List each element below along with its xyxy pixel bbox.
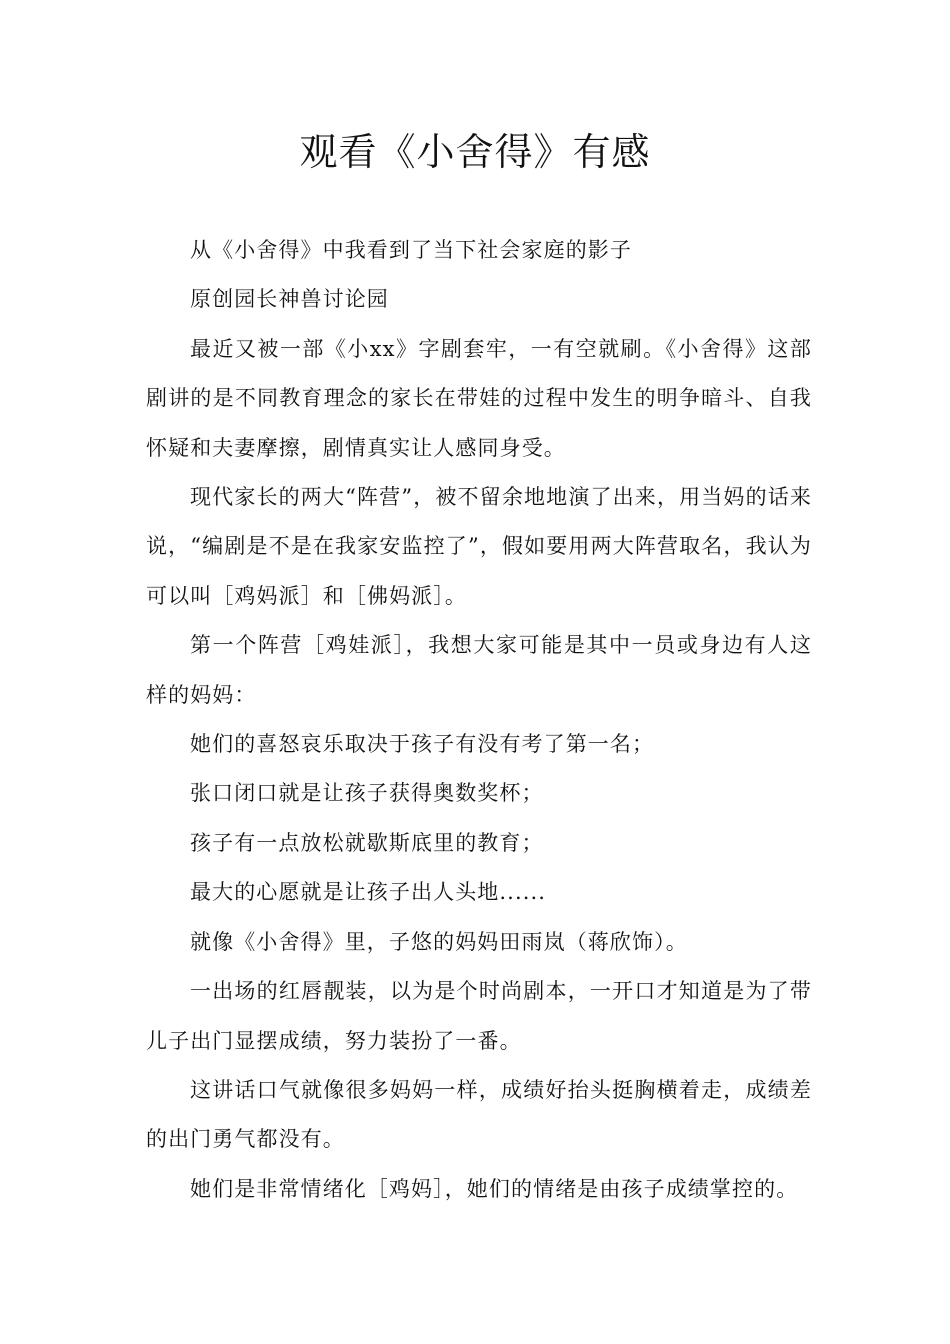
document-body xyxy=(146,226,812,1214)
paragraph-3: 最近又被一部《小xx》字剧套牢，一有空就刷。《小舍得》这部剧讲的是不同教育理念的家长在带娃的过程中发生的明争暗斗、自我怀疑和夫妻摩擦，剧情真实让人感同身受。 xyxy=(146,336,812,460)
paragraph-9: 最大的心愿就是让孩子出人头地...... xyxy=(190,880,547,905)
paragraph-11: 一出场的红唇靓装，以为是个时尚剧本，一开口才知道是为了带儿子出门显摆成绩，努力装扮了一番。 xyxy=(146,979,812,1053)
paragraph-10: 就像《小舍得》里，子悠的妈妈田雨岚（蒋欣饰）。 xyxy=(190,929,688,954)
document-title: 观看《小舍得》有感 xyxy=(299,130,651,174)
paragraph-12: 这讲话口气就像很多妈妈一样，成绩好抬头挺胸横着走，成绩差的出门勇气都没有。 xyxy=(146,1077,812,1152)
paragraph-7: 张口闭口就是让孩子获得奥数奖杯； xyxy=(190,781,544,806)
paragraph-5: 第一个阵营［鸡娃派］，我想大家可能是其中一员或身边有人这样的妈妈： xyxy=(146,633,812,707)
paragraph-13: 她们是非常情绪化［鸡妈］，她们的情绪是由孩子成绩掌控的。 xyxy=(190,1176,799,1201)
paragraph-2: 原创园长神兽讨论园 xyxy=(190,287,389,312)
paragraph-6: 她们的喜怒哀乐取决于孩子有没有考了第一名； xyxy=(190,732,655,757)
paragraph-4: 现代家长的两大“阵营”，被不留余地地演了出来，用当妈的话来说，“编剧是不是在我家安监控了”，假如要用两大阵营取名，我认为可以叫［鸡妈派］和［佛妈派］。 xyxy=(146,485,812,608)
paragraph-8: 孩子有一点放松就歇斯底里的教育； xyxy=(190,830,544,855)
paragraph-1: 从《小舍得》中我看到了当下社会家庭的影子 xyxy=(190,238,632,262)
